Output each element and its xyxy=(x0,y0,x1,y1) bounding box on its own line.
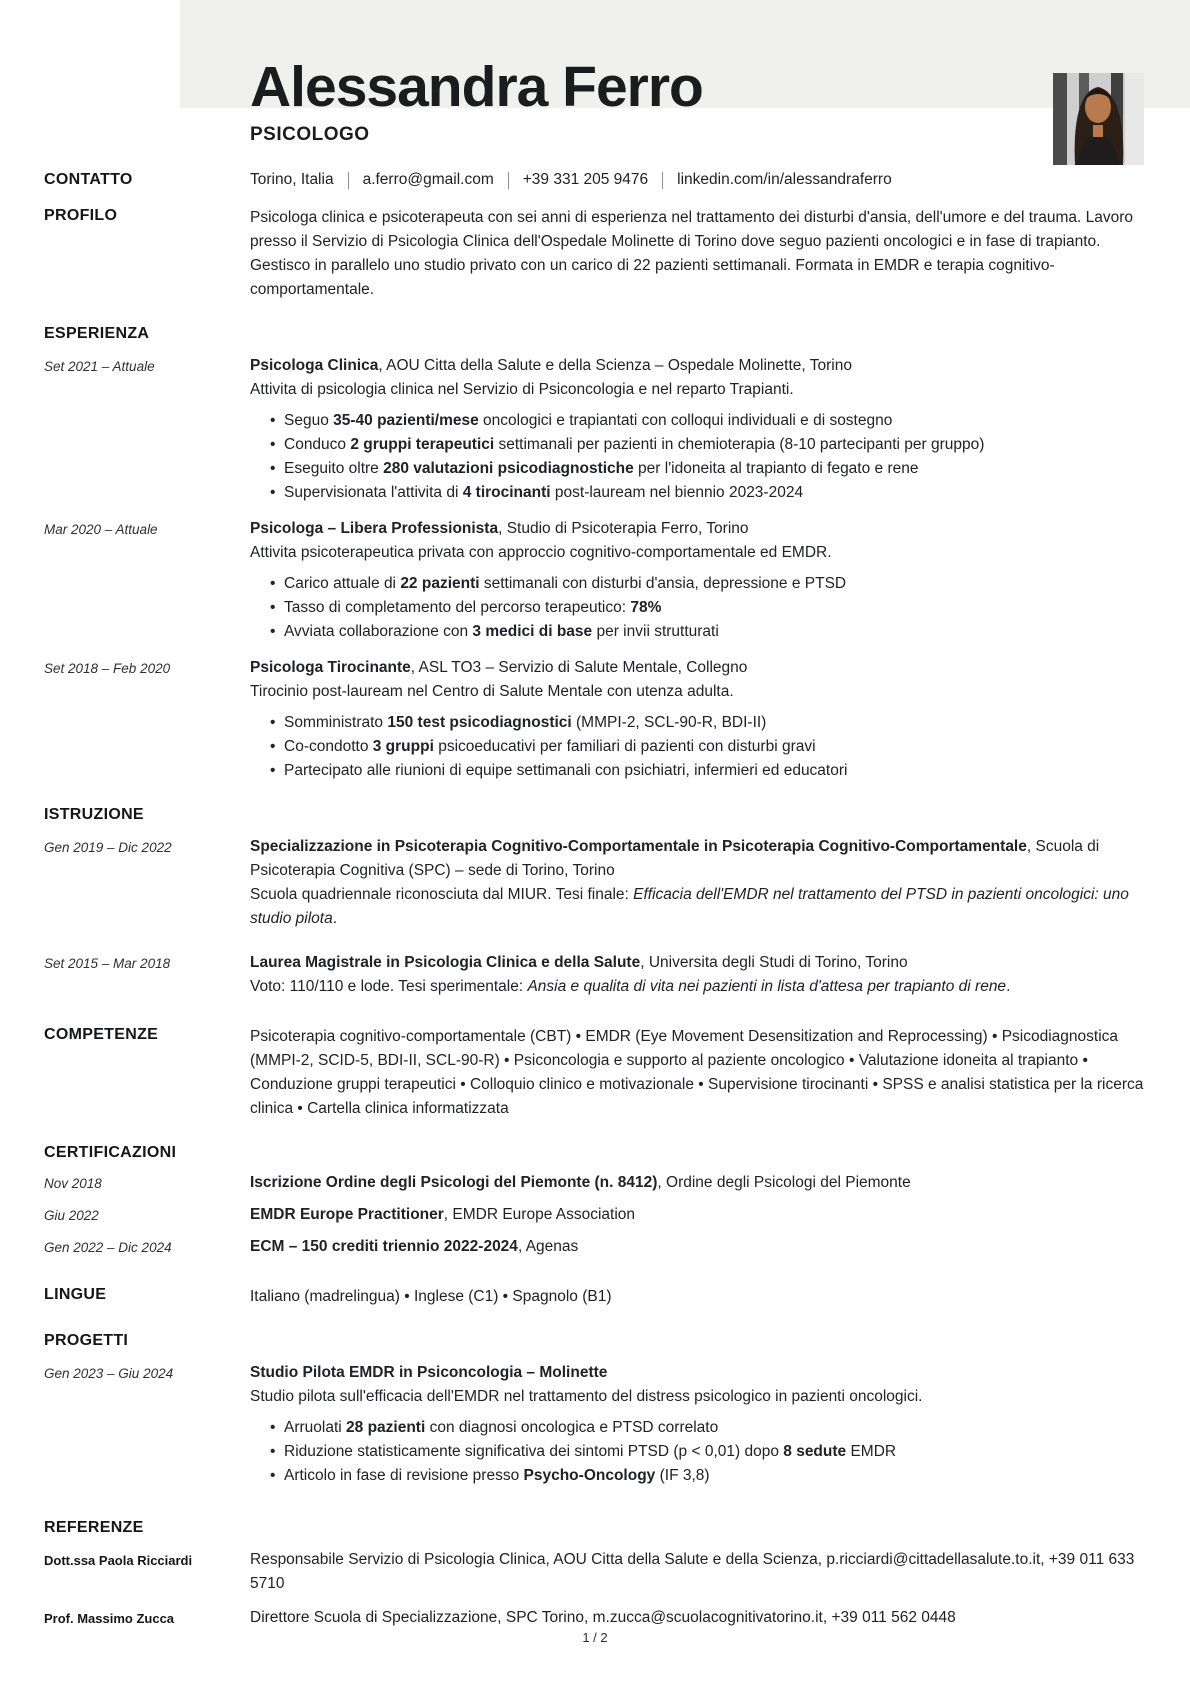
contact-email: a.ferro@gmail.com xyxy=(362,171,494,188)
entry-description: Scuola quadriennale riconosciuta dal MIUR. Tesi finale: Efficacia dell'EMDR nel trattamento del PTSD in pazienti oncologici: uno studio pilota. xyxy=(250,886,1129,927)
referenze-label: REFERENZE xyxy=(44,1519,144,1536)
project-subtitle: Studio pilota sull'efficacia dell'EMDR nel trattamento del distress psicologico in pazienti oncologici. xyxy=(250,1388,923,1405)
bullet-item: • Seguo 35-40 pazienti/mese oncologici e trapiantati con colloqui individuali e di sostegno xyxy=(270,409,1146,433)
entry-content xyxy=(250,951,1146,999)
bullet-item: • Carico attuale di 22 pazienti settimanali con disturbi d'ansia, depressione e PTSD xyxy=(270,572,1146,596)
bullet-item: • Avviata collaborazione con 3 medici di base per invii strutturati xyxy=(270,620,1146,644)
entry-date: Gen 2019 – Dic 2022 xyxy=(44,840,172,855)
bullet-item: • Riduzione statisticamente significativa dei sintomi PTSD (p < 0,01) dopo 8 sedute EMDR xyxy=(270,1440,1146,1464)
bullet-item: • Conduco 2 gruppi terapeutici settimanali per pazienti in chemioterapia (8-10 partecipanti per gruppo) xyxy=(270,433,1146,457)
certificazioni-label: CERTIFICAZIONI xyxy=(44,1144,177,1161)
entry-date: Set 2018 – Feb 2020 xyxy=(44,661,171,676)
reference-entry xyxy=(0,1548,1190,1596)
bullet-item: • Somministrato 150 test psicodiagnostici (MMPI-2, SCL-90-R, BDI-II) xyxy=(270,711,1146,735)
page-number: 1 / 2 xyxy=(582,1630,608,1645)
role-title: PSICOLOGO xyxy=(250,124,370,145)
entry-date: Giu 2022 xyxy=(44,1208,99,1223)
project-title: Studio Pilota EMDR in Psiconcologia – Molinette xyxy=(250,1364,608,1381)
section-esperienza-head xyxy=(0,324,1190,344)
contact-label: CONTATTO xyxy=(44,171,133,188)
section-istruzione-head xyxy=(0,805,1190,825)
reference-name: Dott.ssa Paola Ricciardi xyxy=(44,1553,193,1568)
bullet-item: • Co-condotto 3 gruppi psicoeducativi per familiari di pazienti con disturbi gravi xyxy=(270,735,1146,759)
entry-date: Gen 2022 – Dic 2024 xyxy=(44,1240,172,1255)
section-profilo xyxy=(0,206,1190,302)
contact-phone: +39 331 205 9476 xyxy=(522,171,649,188)
entry-subtitle: Attivita di psicologia clinica nel Servizio di Psiconcologia e nel reparto Trapianti. xyxy=(250,381,794,398)
competenze-label: COMPETENZE xyxy=(44,1026,159,1043)
certification-text: ECM – 150 crediti triennio 2022-2024, Agenas xyxy=(250,1238,579,1255)
bullet-item: • Eseguito oltre 280 valutazioni psicodiagnostiche per l'idoneita al trapianto di fegato e rene xyxy=(270,457,1146,481)
reference-entry xyxy=(0,1606,1190,1630)
bullet-item: • Articolo in fase di revisione presso Psycho-Oncology (IF 3,8) xyxy=(270,1464,1146,1488)
bullet-list xyxy=(250,711,1146,783)
bullet-list xyxy=(250,572,1146,644)
bullet-item: • Arruolati 28 pazienti con diagnosi oncologica e PTSD correlato xyxy=(270,1416,1146,1440)
reference-text: Responsabile Servizio di Psicologia Clinica, AOU Citta della Salute e della Scienza, p.ricciardi@cittadellasalute.to.it, +39 011 633 5710 xyxy=(250,1551,1135,1592)
contact-separator xyxy=(348,172,349,189)
profilo-text: Psicologa clinica e psicoterapeuta con sei anni di esperienza nel trattamento dei disturbi d'ansia, dell'umore e del trauma. Lavoro presso il Servizio di Psicologia Clinica dell'Ospedale Molinette di Torino dove seguo pazienti oncologici e in fase di trapianto. Gestisco in parallelo uno studio privato con un carico di 22 pazienti settimanali. Formata in EMDR e terapia cognitivo-comportamentale. xyxy=(250,209,1134,298)
lingue-label: LINGUE xyxy=(44,1286,107,1303)
entry-date: Mar 2020 – Attuale xyxy=(44,522,158,537)
entry-title: Psicologa Clinica, AOU Citta della Salute e della Scienza – Ospedale Molinette, Torino xyxy=(250,357,852,374)
bullet-list xyxy=(250,409,1146,505)
section-progetti-head xyxy=(0,1331,1190,1351)
istruzione-label: ISTRUZIONE xyxy=(44,806,144,823)
entry-title: Specializzazione in Psicoterapia Cognitivo-Comportamentale in Psicoterapia Cognitivo-Comportamentale, Scuola di Psicoterapia Cognitiva (SPC) – sede di Torino, Torino xyxy=(250,838,1100,879)
contact-separator xyxy=(662,172,663,189)
entry-subtitle: Attivita psicoterapeutica privata con approccio cognitivo-comportamentale ed EMDR. xyxy=(250,544,832,561)
entry-content xyxy=(250,656,1146,783)
person-name: Alessandra Ferro xyxy=(250,55,703,119)
contact-linkedin: linkedin.com/in/alessandraferro xyxy=(677,171,892,188)
contact-location: Torino, Italia xyxy=(250,171,334,188)
competenze-text: Psicoterapia cognitivo-comportamentale (CBT) • EMDR (Eye Movement Desensitization and Reprocessing) • Psicodiagnostica (MMPI-2, SCID-5, BDI-II, SCL-90-R) • Psiconcologia e supporto al paziente oncologico • Valutazione idoneita al trapianto • Conduzione gruppi terapeutici • Colloquio clinico e motivazionale • Supervisione tirocinanti • SPSS e analisi statistica per la ricerca clinica • Cartella clinica informatizzata xyxy=(250,1028,1144,1117)
section-lingue xyxy=(0,1285,1190,1309)
entry-content xyxy=(250,1361,1146,1488)
cv-body xyxy=(0,168,1190,1630)
certification-entry xyxy=(0,1235,1190,1259)
section-competenze xyxy=(0,1025,1190,1121)
contact-separator xyxy=(508,172,509,189)
job-entry xyxy=(0,517,1190,644)
esperienza-label: ESPERIENZA xyxy=(44,325,150,342)
lingue-text: Italiano (madrelingua) • Inglese (C1) • Spagnolo (B1) xyxy=(250,1288,612,1305)
education-entry xyxy=(0,951,1190,999)
contact-row xyxy=(250,168,1146,192)
project-entry xyxy=(0,1361,1190,1488)
certification-entry xyxy=(0,1203,1190,1227)
section-certificazioni-head xyxy=(0,1143,1190,1163)
bullet-item: • Tasso di completamento del percorso terapeutico: 78% xyxy=(270,596,1146,620)
entry-date: Set 2015 – Mar 2018 xyxy=(44,956,171,971)
education-entry xyxy=(0,835,1190,931)
job-entry xyxy=(0,354,1190,505)
section-referenze-head xyxy=(0,1518,1190,1538)
profilo-label: PROFILO xyxy=(44,207,118,224)
bullet-list xyxy=(250,1416,1146,1488)
entry-title: Psicologa Tirocinante, ASL TO3 – Servizio di Salute Mentale, Collegno xyxy=(250,659,748,676)
entry-date: Set 2021 – Attuale xyxy=(44,359,155,374)
entry-content xyxy=(250,354,1146,505)
entry-title: Psicologa – Libera Professionista, Studio di Psicoterapia Ferro, Torino xyxy=(250,520,749,537)
entry-content xyxy=(250,517,1146,644)
profile-photo xyxy=(1053,73,1144,165)
bullet-item: • Supervisionata l'attivita di 4 tirocinanti post-lauream nel biennio 2023-2024 xyxy=(270,481,1146,505)
certification-text: Iscrizione Ordine degli Psicologi del Piemonte (n. 8412), Ordine degli Psicologi del Piemonte xyxy=(250,1174,911,1191)
entry-date: Nov 2018 xyxy=(44,1176,102,1191)
certification-text: EMDR Europe Practitioner, EMDR Europe Association xyxy=(250,1206,636,1223)
bullet-item: • Partecipato alle riunioni di equipe settimanali con psichiatri, infermieri ed educatori xyxy=(270,759,1146,783)
entry-content xyxy=(250,835,1146,931)
section-contatto xyxy=(0,168,1190,192)
job-entry xyxy=(0,656,1190,783)
reference-text: Direttore Scuola di Specializzazione, SPC Torino, m.zucca@scuolacognitivatorino.it, +39 011 562 0448 xyxy=(250,1609,956,1626)
entry-title: Laurea Magistrale in Psicologia Clinica e della Salute, Universita degli Studi di Torino, Torino xyxy=(250,954,908,971)
entry-subtitle: Tirocinio post-lauream nel Centro di Salute Mentale con utenza adulta. xyxy=(250,683,734,700)
profile-photo-image xyxy=(1053,73,1144,165)
entry-description: Voto: 110/110 e lode. Tesi sperimentale: Ansia e qualita di vita nei pazienti in lista d'attesa per trapianto di rene. xyxy=(250,978,1011,995)
certification-entry xyxy=(0,1171,1190,1195)
reference-name: Prof. Massimo Zucca xyxy=(44,1611,175,1626)
progetti-label: PROGETTI xyxy=(44,1332,129,1349)
entry-date: Gen 2023 – Giu 2024 xyxy=(44,1366,174,1381)
header xyxy=(0,0,1190,146)
